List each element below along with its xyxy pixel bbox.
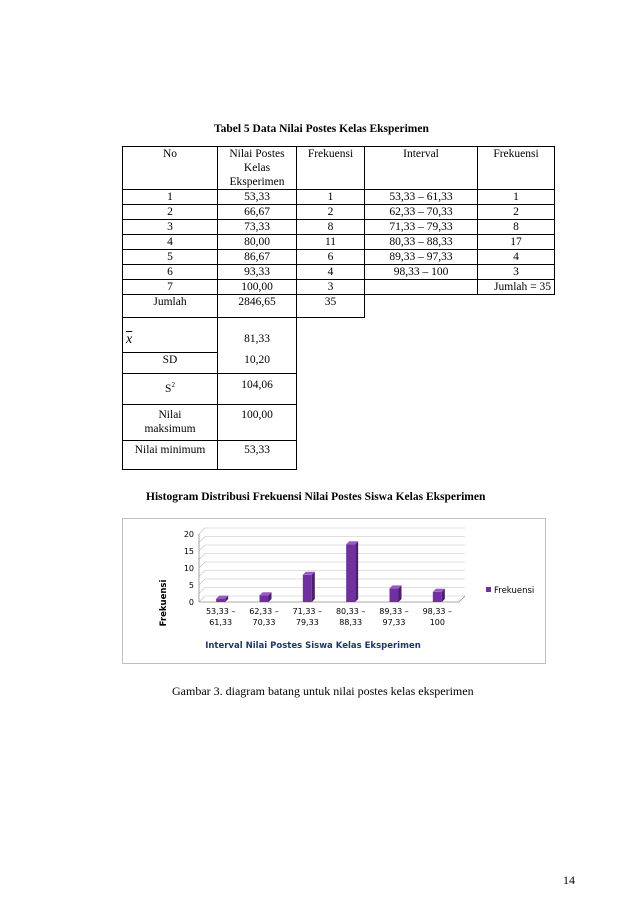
table-header-row [123,147,555,190]
table-caption: Tabel 5 Data Nilai Postes Kelas Eksperimen [214,123,429,135]
cell: 6 [123,265,218,280]
cell: 73,33 [218,220,297,235]
header-frekuensi-2: Frekuensi [478,147,555,190]
gridline-side [199,545,205,551]
cell: 71,33 – 79,33 [365,220,478,235]
x-axis-label: Interval Nilai Postes Siswa Kelas Eksperimen [205,641,421,651]
table-row [123,280,555,295]
table-row-mean [123,318,555,353]
cell: 1 [297,190,365,205]
table-row [123,190,555,205]
data-table [122,146,555,470]
cell: 98,33 – 100 [365,265,478,280]
x-axis-depth-line [459,596,465,602]
table-row-max [123,405,555,441]
cell-sd-value: 10,20 [218,353,297,374]
x-tick-label: 100 [429,618,445,627]
cell-min-value: 53,33 [218,441,297,470]
gridline-side [199,571,205,577]
table-row-sd [123,353,555,374]
gridline-side [199,579,205,585]
cell-mean-label [123,318,218,353]
cell: 2 [123,205,218,220]
empty-cell [297,353,555,374]
x-tick-label: 97,33 [382,618,406,627]
table-row [123,265,555,280]
figure-caption: Gambar 3. diagram batang untuk nilai postes kelas eksperimen [172,684,474,698]
gridline-side [199,537,205,543]
cell: 6 [297,250,365,265]
max-label-line-2: maksimum [144,423,196,435]
x-tick-label: 88,33 [339,618,363,627]
mean-symbol: $\overline{x}$ [126,332,133,347]
cell-min-label: Nilai minimum [123,441,218,470]
cell: 53,33 [218,190,297,205]
cell: 1 [123,190,218,205]
cell: 2 [478,205,555,220]
empty-cell [297,318,555,353]
table-row-jumlah [123,295,555,318]
cell-jumlah-frekuensi: 35 [297,295,365,318]
empty-cell [297,441,555,470]
bar-side [312,572,315,602]
x-tick-label: 61,33 [209,618,233,627]
bar [303,575,312,602]
empty-cell [365,295,555,318]
header-nilai-line-3: Eksperimen [229,176,285,188]
legend-label: Frekuensi [494,586,535,596]
x-tick-label: 71,33 – [292,607,323,616]
bar [433,592,442,602]
cell: 3 [478,265,555,280]
cell: 4 [478,250,555,265]
x-tick-label: 79,33 [295,618,319,627]
chart-box [122,518,546,664]
cell: 3 [123,220,218,235]
gridline-side [199,596,205,602]
cell-s2-label [123,374,218,405]
cell-sd-label: SD [123,353,218,374]
x-tick-label: 80,33 – [335,607,366,616]
header-nilai-line-2: Kelas [243,162,271,174]
gridline-side [199,562,205,568]
cell: 3 [297,280,365,295]
cell: 7 [123,280,218,295]
table-row [123,235,555,250]
x-tick-label: 89,33 – [379,607,409,616]
bar [346,544,355,602]
gridline-side [199,528,205,534]
empty-cell [297,405,555,441]
bar [216,599,225,602]
bar-side [355,541,358,602]
page-number: 14 [563,873,575,887]
cell: 11 [297,235,365,250]
cell-jumlah-total: Jumlah = 35 [478,280,555,295]
cell: 80,00 [218,235,297,250]
y-tick-label: 15 [183,547,194,556]
s2-sup: 2 [171,381,175,389]
table-row-min [123,441,555,470]
cell: 66,67 [218,205,297,220]
bar [390,588,399,602]
header-frekuensi: Frekuensi [297,147,365,190]
y-tick-label: 5 [188,581,194,590]
cell: 4 [297,265,365,280]
cell: 86,67 [218,250,297,265]
table-row [123,220,555,235]
gridline-side [199,588,205,594]
s2-label: S [165,382,172,395]
gridline-side [199,554,205,560]
cell-max-value: 100,00 [218,405,297,441]
header-nilai [218,147,297,190]
y-tick-label: 10 [183,564,194,573]
histogram-chart [123,519,547,665]
cell: 2 [297,205,365,220]
cell-s2-value: 104,06 [218,374,297,405]
cell: 4 [123,235,218,250]
cell: 8 [478,220,555,235]
bar [260,595,269,602]
header-no: No [123,147,218,190]
x-tick-label: 98,33 – [422,607,453,616]
y-tick-label: 20 [183,530,194,539]
x-tick-label: 53,33 – [205,607,236,616]
cell: 89,33 – 97,33 [365,250,478,265]
table-row [123,205,555,220]
cell: 1 [478,190,555,205]
cell-max-label [123,405,218,441]
cell: 93,33 [218,265,297,280]
cell: 17 [478,235,555,250]
table-row-s2 [123,374,555,405]
header-nilai-line-1: Nilai Postes [229,148,285,160]
cell [365,280,478,295]
cell: 53,33 – 61,33 [365,190,478,205]
cell: 8 [297,220,365,235]
cell: 100,00 [218,280,297,295]
cell: 80,33 – 88,33 [365,235,478,250]
cell-jumlah-nilai: 2846,65 [218,295,297,318]
empty-cell [297,374,555,405]
header-interval: Interval [365,147,478,190]
x-tick-label: 70,33 [252,618,276,627]
chart-caption: Histogram Distribusi Frekuensi Nilai Postes Siswa Kelas Eksperimen [146,491,486,503]
y-tick-label: 0 [188,598,194,607]
cell: 62,33 – 70,33 [365,205,478,220]
cell-jumlah-label: Jumlah [123,295,218,318]
legend-swatch [486,587,491,592]
table-row [123,250,555,265]
y-axis-label: Frekuensi [159,579,169,627]
cell-mean-value: 81,33 [218,318,297,353]
max-label-line-1: Nilai [158,409,182,421]
cell: 5 [123,250,218,265]
x-tick-label: 62,33 – [249,607,279,616]
